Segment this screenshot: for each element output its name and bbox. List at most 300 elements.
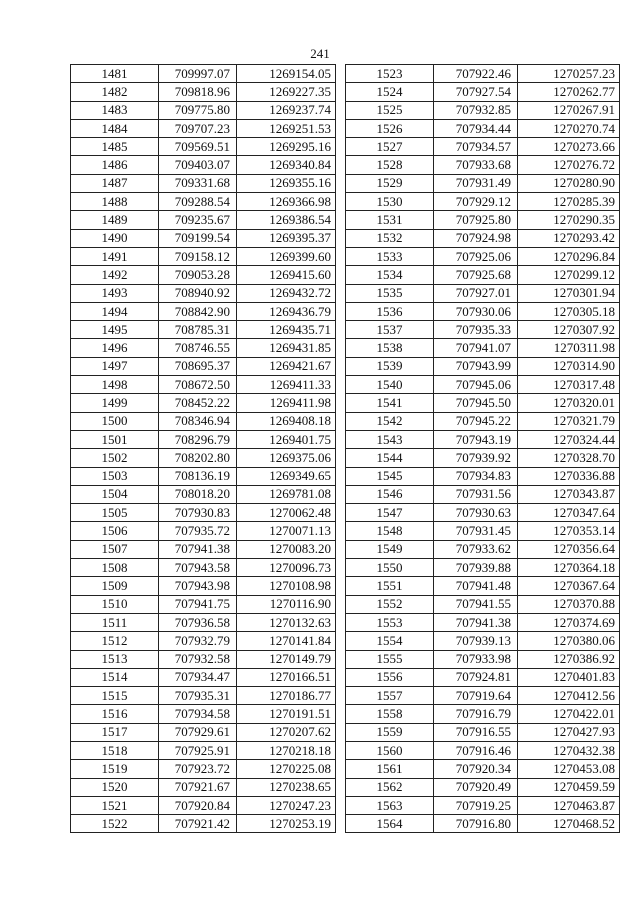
- y-coordinate: 1269411.98: [237, 394, 336, 412]
- x-coordinate: 707935.31: [159, 687, 237, 705]
- y-coordinate: 1270290.35: [518, 211, 620, 229]
- point-number: 1543: [346, 430, 434, 448]
- point-number: 1556: [346, 668, 434, 686]
- point-number: 1499: [71, 394, 159, 412]
- x-coordinate: 707930.83: [159, 504, 237, 522]
- y-coordinate: 1270380.06: [518, 632, 620, 650]
- point-number: 1540: [346, 376, 434, 394]
- table-row: [346, 687, 620, 705]
- y-coordinate: 1270225.08: [237, 760, 336, 778]
- table-row: [71, 577, 336, 595]
- x-coordinate: 707925.68: [434, 266, 518, 284]
- y-coordinate: 1270253.19: [237, 815, 336, 833]
- y-coordinate: 1270132.63: [237, 613, 336, 631]
- x-coordinate: 708785.31: [159, 321, 237, 339]
- x-coordinate: 707943.19: [434, 430, 518, 448]
- x-coordinate: 709235.67: [159, 211, 237, 229]
- x-coordinate: 707927.54: [434, 83, 518, 101]
- table-row: [346, 723, 620, 741]
- y-coordinate: 1270336.88: [518, 467, 620, 485]
- y-coordinate: 1270401.83: [518, 668, 620, 686]
- point-number: 1513: [71, 650, 159, 668]
- x-coordinate: 707916.46: [434, 741, 518, 759]
- x-coordinate: 708018.20: [159, 485, 237, 503]
- table-row: [71, 376, 336, 394]
- table-row: [346, 174, 620, 192]
- x-coordinate: 707920.49: [434, 778, 518, 796]
- table-row: [346, 83, 620, 101]
- y-coordinate: 1270296.84: [518, 247, 620, 265]
- y-coordinate: 1269432.72: [237, 284, 336, 302]
- point-number: 1524: [346, 83, 434, 101]
- x-coordinate: 707916.80: [434, 815, 518, 833]
- x-coordinate: 707916.79: [434, 705, 518, 723]
- x-coordinate: 709569.51: [159, 138, 237, 156]
- table-row: [71, 339, 336, 357]
- point-number: 1532: [346, 229, 434, 247]
- x-coordinate: 708940.92: [159, 284, 237, 302]
- table-row: [346, 796, 620, 814]
- point-number: 1512: [71, 632, 159, 650]
- y-coordinate: 1270328.70: [518, 449, 620, 467]
- point-number: 1507: [71, 540, 159, 558]
- y-coordinate: 1270166.51: [237, 668, 336, 686]
- y-coordinate: 1270207.62: [237, 723, 336, 741]
- y-coordinate: 1270293.42: [518, 229, 620, 247]
- point-number: 1504: [71, 485, 159, 503]
- y-coordinate: 1270356.64: [518, 540, 620, 558]
- y-coordinate: 1270149.79: [237, 650, 336, 668]
- table-row: [71, 485, 336, 503]
- x-coordinate: 707934.57: [434, 138, 518, 156]
- point-number: 1537: [346, 321, 434, 339]
- y-coordinate: 1270218.18: [237, 741, 336, 759]
- table-row: [346, 430, 620, 448]
- table-row: [71, 522, 336, 540]
- point-number: 1528: [346, 156, 434, 174]
- table-row: [71, 504, 336, 522]
- y-coordinate: 1270083.20: [237, 540, 336, 558]
- point-number: 1539: [346, 357, 434, 375]
- table-row: [71, 778, 336, 796]
- point-number: 1491: [71, 247, 159, 265]
- point-number: 1483: [71, 101, 159, 119]
- y-coordinate: 1270299.12: [518, 266, 620, 284]
- x-coordinate: 709403.07: [159, 156, 237, 174]
- y-coordinate: 1270238.65: [237, 778, 336, 796]
- x-coordinate: 707925.80: [434, 211, 518, 229]
- point-number: 1496: [71, 339, 159, 357]
- point-number: 1501: [71, 430, 159, 448]
- table-row: [71, 138, 336, 156]
- table-row: [346, 284, 620, 302]
- table-row: [71, 412, 336, 430]
- x-coordinate: 708746.55: [159, 339, 237, 357]
- x-coordinate: 707934.44: [434, 119, 518, 137]
- point-number: 1552: [346, 595, 434, 613]
- y-coordinate: 1269295.16: [237, 138, 336, 156]
- point-number: 1542: [346, 412, 434, 430]
- table-row: [71, 65, 336, 83]
- x-coordinate: 708695.37: [159, 357, 237, 375]
- table-row: [346, 668, 620, 686]
- y-coordinate: 1269435.71: [237, 321, 336, 339]
- point-number: 1482: [71, 83, 159, 101]
- x-coordinate: 707933.62: [434, 540, 518, 558]
- point-number: 1529: [346, 174, 434, 192]
- y-coordinate: 1270285.39: [518, 193, 620, 211]
- y-coordinate: 1270270.74: [518, 119, 620, 137]
- x-coordinate: 709818.96: [159, 83, 237, 101]
- point-number: 1484: [71, 119, 159, 137]
- table-row: [71, 449, 336, 467]
- x-coordinate: 707921.42: [159, 815, 237, 833]
- y-coordinate: 1270353.14: [518, 522, 620, 540]
- point-number: 1515: [71, 687, 159, 705]
- y-coordinate: 1270141.84: [237, 632, 336, 650]
- y-coordinate: 1270071.13: [237, 522, 336, 540]
- point-number: 1544: [346, 449, 434, 467]
- table-row: [71, 632, 336, 650]
- point-number: 1520: [71, 778, 159, 796]
- x-coordinate: 707921.67: [159, 778, 237, 796]
- y-coordinate: 1269349.65: [237, 467, 336, 485]
- y-coordinate: 1270422.01: [518, 705, 620, 723]
- table-row: [71, 595, 336, 613]
- y-coordinate: 1270367.64: [518, 577, 620, 595]
- table-row: [71, 723, 336, 741]
- table-row: [71, 668, 336, 686]
- table-row: [71, 321, 336, 339]
- table-row: [71, 559, 336, 577]
- point-number: 1495: [71, 321, 159, 339]
- point-number: 1563: [346, 796, 434, 814]
- point-number: 1511: [71, 613, 159, 631]
- table-row: [71, 247, 336, 265]
- point-number: 1551: [346, 577, 434, 595]
- table-row: [71, 467, 336, 485]
- x-coordinate: 707935.33: [434, 321, 518, 339]
- y-coordinate: 1270108.98: [237, 577, 336, 595]
- table-row: [71, 211, 336, 229]
- point-number: 1560: [346, 741, 434, 759]
- point-number: 1523: [346, 65, 434, 83]
- point-number: 1508: [71, 559, 159, 577]
- y-coordinate: 1270186.77: [237, 687, 336, 705]
- y-coordinate: 1269355.16: [237, 174, 336, 192]
- table-row: [71, 613, 336, 631]
- y-coordinate: 1270320.01: [518, 394, 620, 412]
- y-coordinate: 1270267.91: [518, 101, 620, 119]
- point-number: 1553: [346, 613, 434, 631]
- y-coordinate: 1270463.87: [518, 796, 620, 814]
- y-coordinate: 1270412.56: [518, 687, 620, 705]
- x-coordinate: 707925.06: [434, 247, 518, 265]
- y-coordinate: 1269401.75: [237, 430, 336, 448]
- x-coordinate: 707941.48: [434, 577, 518, 595]
- table-row: [346, 376, 620, 394]
- x-coordinate: 707930.63: [434, 504, 518, 522]
- y-coordinate: 1270116.90: [237, 595, 336, 613]
- y-coordinate: 1270324.44: [518, 430, 620, 448]
- point-number: 1549: [346, 540, 434, 558]
- table-row: [346, 193, 620, 211]
- point-number: 1557: [346, 687, 434, 705]
- y-coordinate: 1270262.77: [518, 83, 620, 101]
- point-number: 1558: [346, 705, 434, 723]
- y-coordinate: 1270364.18: [518, 559, 620, 577]
- x-coordinate: 707943.99: [434, 357, 518, 375]
- point-number: 1548: [346, 522, 434, 540]
- point-number: 1545: [346, 467, 434, 485]
- table-row: [346, 577, 620, 595]
- y-coordinate: 1270459.59: [518, 778, 620, 796]
- coordinate-table-right: [345, 64, 620, 833]
- y-coordinate: 1270301.94: [518, 284, 620, 302]
- point-number: 1521: [71, 796, 159, 814]
- table-row: [71, 760, 336, 778]
- x-coordinate: 707939.92: [434, 449, 518, 467]
- x-coordinate: 707932.58: [159, 650, 237, 668]
- x-coordinate: 707920.34: [434, 760, 518, 778]
- y-coordinate: 1269227.35: [237, 83, 336, 101]
- y-coordinate: 1269237.74: [237, 101, 336, 119]
- y-coordinate: 1269431.85: [237, 339, 336, 357]
- x-coordinate: 707934.47: [159, 668, 237, 686]
- point-number: 1541: [346, 394, 434, 412]
- y-coordinate: 1270321.79: [518, 412, 620, 430]
- point-number: 1554: [346, 632, 434, 650]
- point-number: 1534: [346, 266, 434, 284]
- x-coordinate: 709775.80: [159, 101, 237, 119]
- y-coordinate: 1270247.23: [237, 796, 336, 814]
- point-number: 1518: [71, 741, 159, 759]
- x-coordinate: 707929.61: [159, 723, 237, 741]
- point-number: 1503: [71, 467, 159, 485]
- table-row: [71, 540, 336, 558]
- y-coordinate: 1270432.38: [518, 741, 620, 759]
- point-number: 1505: [71, 504, 159, 522]
- table-row: [346, 65, 620, 83]
- table-row: [346, 266, 620, 284]
- x-coordinate: 707919.25: [434, 796, 518, 814]
- table-row: [346, 449, 620, 467]
- x-coordinate: 707932.85: [434, 101, 518, 119]
- x-coordinate: 707924.81: [434, 668, 518, 686]
- point-number: 1533: [346, 247, 434, 265]
- point-number: 1498: [71, 376, 159, 394]
- x-coordinate: 708202.80: [159, 449, 237, 467]
- point-number: 1564: [346, 815, 434, 833]
- x-coordinate: 707945.50: [434, 394, 518, 412]
- x-coordinate: 708842.90: [159, 302, 237, 320]
- y-coordinate: 1269411.33: [237, 376, 336, 394]
- point-number: 1550: [346, 559, 434, 577]
- table-row: [71, 83, 336, 101]
- point-number: 1519: [71, 760, 159, 778]
- point-number: 1555: [346, 650, 434, 668]
- x-coordinate: 707932.79: [159, 632, 237, 650]
- x-coordinate: 707934.58: [159, 705, 237, 723]
- table-row: [71, 815, 336, 833]
- x-coordinate: 708672.50: [159, 376, 237, 394]
- y-coordinate: 1270453.08: [518, 760, 620, 778]
- y-coordinate: 1269399.60: [237, 247, 336, 265]
- x-coordinate: 707933.68: [434, 156, 518, 174]
- point-number: 1562: [346, 778, 434, 796]
- y-coordinate: 1270386.92: [518, 650, 620, 668]
- point-number: 1493: [71, 284, 159, 302]
- x-coordinate: 707945.06: [434, 376, 518, 394]
- table-row: [71, 229, 336, 247]
- table-row: [71, 266, 336, 284]
- point-number: 1530: [346, 193, 434, 211]
- point-number: 1494: [71, 302, 159, 320]
- table-row: [346, 650, 620, 668]
- table-row: [346, 595, 620, 613]
- y-coordinate: 1269386.54: [237, 211, 336, 229]
- point-number: 1514: [71, 668, 159, 686]
- y-coordinate: 1270347.64: [518, 504, 620, 522]
- table-row: [71, 650, 336, 668]
- x-coordinate: 707941.38: [159, 540, 237, 558]
- x-coordinate: 709053.28: [159, 266, 237, 284]
- x-coordinate: 708296.79: [159, 430, 237, 448]
- table-row: [71, 430, 336, 448]
- y-coordinate: 1269395.37: [237, 229, 336, 247]
- x-coordinate: 707939.88: [434, 559, 518, 577]
- table-row: [346, 339, 620, 357]
- y-coordinate: 1270314.90: [518, 357, 620, 375]
- x-coordinate: 709288.54: [159, 193, 237, 211]
- x-coordinate: 707931.45: [434, 522, 518, 540]
- table-row: [346, 412, 620, 430]
- table-row: [346, 229, 620, 247]
- table-row: [346, 540, 620, 558]
- table-row: [346, 559, 620, 577]
- y-coordinate: 1269436.79: [237, 302, 336, 320]
- table-row: [346, 485, 620, 503]
- x-coordinate: 707941.38: [434, 613, 518, 631]
- x-coordinate: 709158.12: [159, 247, 237, 265]
- x-coordinate: 709707.23: [159, 119, 237, 137]
- table-row: [346, 778, 620, 796]
- page-number: 241: [310, 46, 330, 61]
- x-coordinate: 707933.98: [434, 650, 518, 668]
- point-number: 1522: [71, 815, 159, 833]
- table-row: [71, 394, 336, 412]
- y-coordinate: 1270307.92: [518, 321, 620, 339]
- coordinate-table-left: [70, 64, 336, 833]
- table-row: [346, 504, 620, 522]
- point-number: 1485: [71, 138, 159, 156]
- x-coordinate: 707941.75: [159, 595, 237, 613]
- y-coordinate: 1270311.98: [518, 339, 620, 357]
- point-number: 1527: [346, 138, 434, 156]
- table-row: [346, 357, 620, 375]
- x-coordinate: 707945.22: [434, 412, 518, 430]
- table-row: [346, 247, 620, 265]
- y-coordinate: 1270374.69: [518, 613, 620, 631]
- table-row: [71, 174, 336, 192]
- y-coordinate: 1270305.18: [518, 302, 620, 320]
- x-coordinate: 707939.13: [434, 632, 518, 650]
- table-row: [346, 211, 620, 229]
- x-coordinate: 709997.07: [159, 65, 237, 83]
- point-number: 1517: [71, 723, 159, 741]
- x-coordinate: 708346.94: [159, 412, 237, 430]
- x-coordinate: 707929.12: [434, 193, 518, 211]
- y-coordinate: 1270276.72: [518, 156, 620, 174]
- table-row: [346, 613, 620, 631]
- point-number: 1492: [71, 266, 159, 284]
- y-coordinate: 1270257.23: [518, 65, 620, 83]
- y-coordinate: 1270273.66: [518, 138, 620, 156]
- x-coordinate: 707924.98: [434, 229, 518, 247]
- x-coordinate: 709331.68: [159, 174, 237, 192]
- point-number: 1525: [346, 101, 434, 119]
- x-coordinate: 707916.55: [434, 723, 518, 741]
- y-coordinate: 1270280.90: [518, 174, 620, 192]
- x-coordinate: 707927.01: [434, 284, 518, 302]
- table-row: [71, 284, 336, 302]
- table-row: [346, 321, 620, 339]
- point-number: 1526: [346, 119, 434, 137]
- x-coordinate: 707943.98: [159, 577, 237, 595]
- table-row: [346, 119, 620, 137]
- point-number: 1509: [71, 577, 159, 595]
- point-number: 1486: [71, 156, 159, 174]
- y-coordinate: 1269781.08: [237, 485, 336, 503]
- x-coordinate: 707920.84: [159, 796, 237, 814]
- y-coordinate: 1269340.84: [237, 156, 336, 174]
- table-row: [346, 632, 620, 650]
- table-row: [346, 705, 620, 723]
- table-row: [71, 741, 336, 759]
- table-row: [71, 357, 336, 375]
- y-coordinate: 1269375.06: [237, 449, 336, 467]
- table-row: [71, 119, 336, 137]
- table-row: [346, 156, 620, 174]
- point-number: 1490: [71, 229, 159, 247]
- point-number: 1500: [71, 412, 159, 430]
- y-coordinate: 1270370.88: [518, 595, 620, 613]
- point-number: 1559: [346, 723, 434, 741]
- table-row: [346, 394, 620, 412]
- point-number: 1536: [346, 302, 434, 320]
- point-number: 1487: [71, 174, 159, 192]
- table-row: [71, 101, 336, 119]
- table-row: [346, 815, 620, 833]
- x-coordinate: 707943.58: [159, 559, 237, 577]
- point-number: 1481: [71, 65, 159, 83]
- point-number: 1502: [71, 449, 159, 467]
- point-number: 1531: [346, 211, 434, 229]
- x-coordinate: 709199.54: [159, 229, 237, 247]
- table-row: [346, 138, 620, 156]
- y-coordinate: 1269408.18: [237, 412, 336, 430]
- x-coordinate: 707941.55: [434, 595, 518, 613]
- table-row: [71, 302, 336, 320]
- y-coordinate: 1269366.98: [237, 193, 336, 211]
- y-coordinate: 1270062.48: [237, 504, 336, 522]
- point-number: 1546: [346, 485, 434, 503]
- x-coordinate: 707931.56: [434, 485, 518, 503]
- point-number: 1561: [346, 760, 434, 778]
- point-number: 1547: [346, 504, 434, 522]
- x-coordinate: 707923.72: [159, 760, 237, 778]
- x-coordinate: 707922.46: [434, 65, 518, 83]
